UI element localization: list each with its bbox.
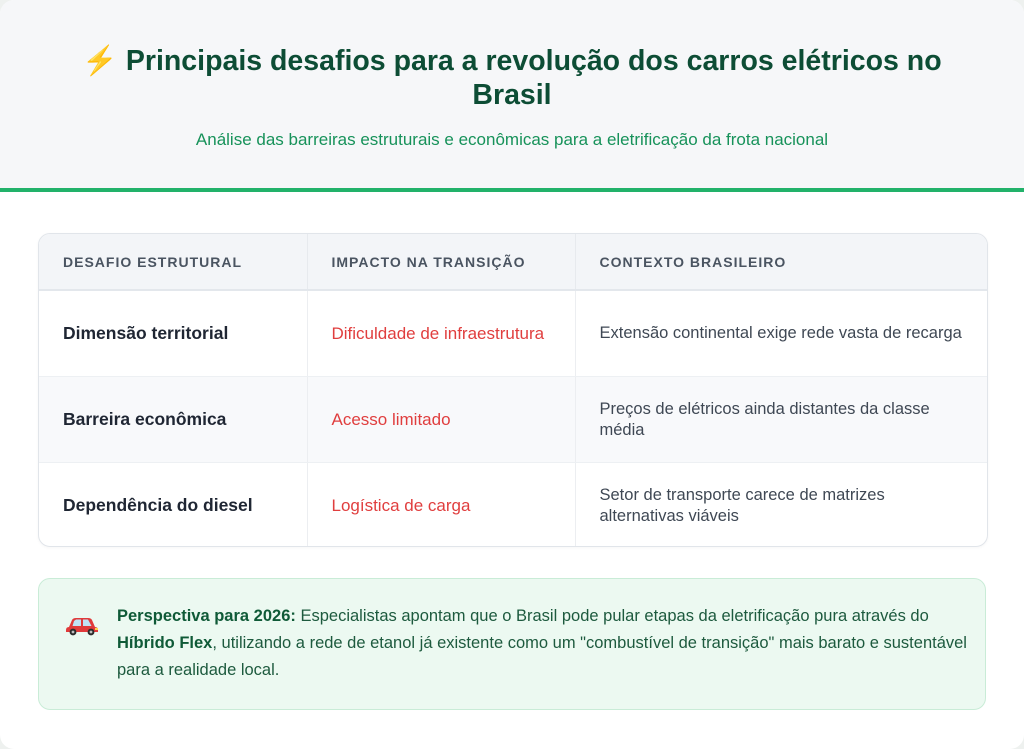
cell-impacto: Acesso limitado — [307, 377, 575, 463]
cell-desafio: Dependência do diesel — [39, 463, 307, 548]
perspective-callout — [38, 578, 986, 710]
page-title — [62, 44, 962, 112]
lightning-icon: ⚡ — [82, 45, 118, 77]
header — [0, 0, 1024, 192]
column-header-contexto: CONTEXTO BRASILEIRO — [575, 234, 987, 290]
callout-lead: Perspectiva para 2026: — [117, 607, 296, 625]
table-row — [39, 377, 987, 463]
page-subtitle: Análise das barreiras estruturais e econômicas para a eletrificação da frota nacional — [195, 130, 829, 149]
table-row — [39, 463, 987, 548]
table-row — [39, 290, 987, 377]
table-header-row — [39, 234, 987, 290]
cell-contexto: Setor de transporte carece de matrizes alternativas viáveis — [599, 485, 885, 525]
column-header-impacto: IMPACTO NA TRANSIÇÃO — [307, 234, 575, 290]
cell-desafio: Barreira econômica — [39, 377, 307, 463]
callout-highlight: Híbrido Flex — [117, 634, 213, 652]
callout-text — [117, 603, 967, 684]
page-title-text: Principais desafios para a revolução dos carros elétricos no Brasil — [125, 45, 942, 111]
cell-desafio: Dimensão territorial — [39, 290, 307, 377]
cell-impacto: Dificuldade de infraestrutura — [307, 290, 575, 377]
cell-contexto: Extensão continental exige rede vasta de recarga — [575, 290, 987, 377]
challenges-table — [38, 233, 988, 547]
cell-impacto: Logística de carga — [307, 463, 575, 548]
column-header-desafio: DESAFIO ESTRUTURAL — [39, 234, 307, 290]
car-icon — [65, 614, 99, 636]
callout-body-2: , utilizando a rede de etanol já existente como um "combustível de transição" mais barato e sustentável para a realidade local. — [117, 634, 967, 679]
callout-body-1: Especialistas apontam que o Brasil pode pular etapas da eletrificação pura através do — [295, 607, 929, 625]
cell-contexto: Preços de elétricos ainda distantes da classe média — [575, 377, 987, 463]
